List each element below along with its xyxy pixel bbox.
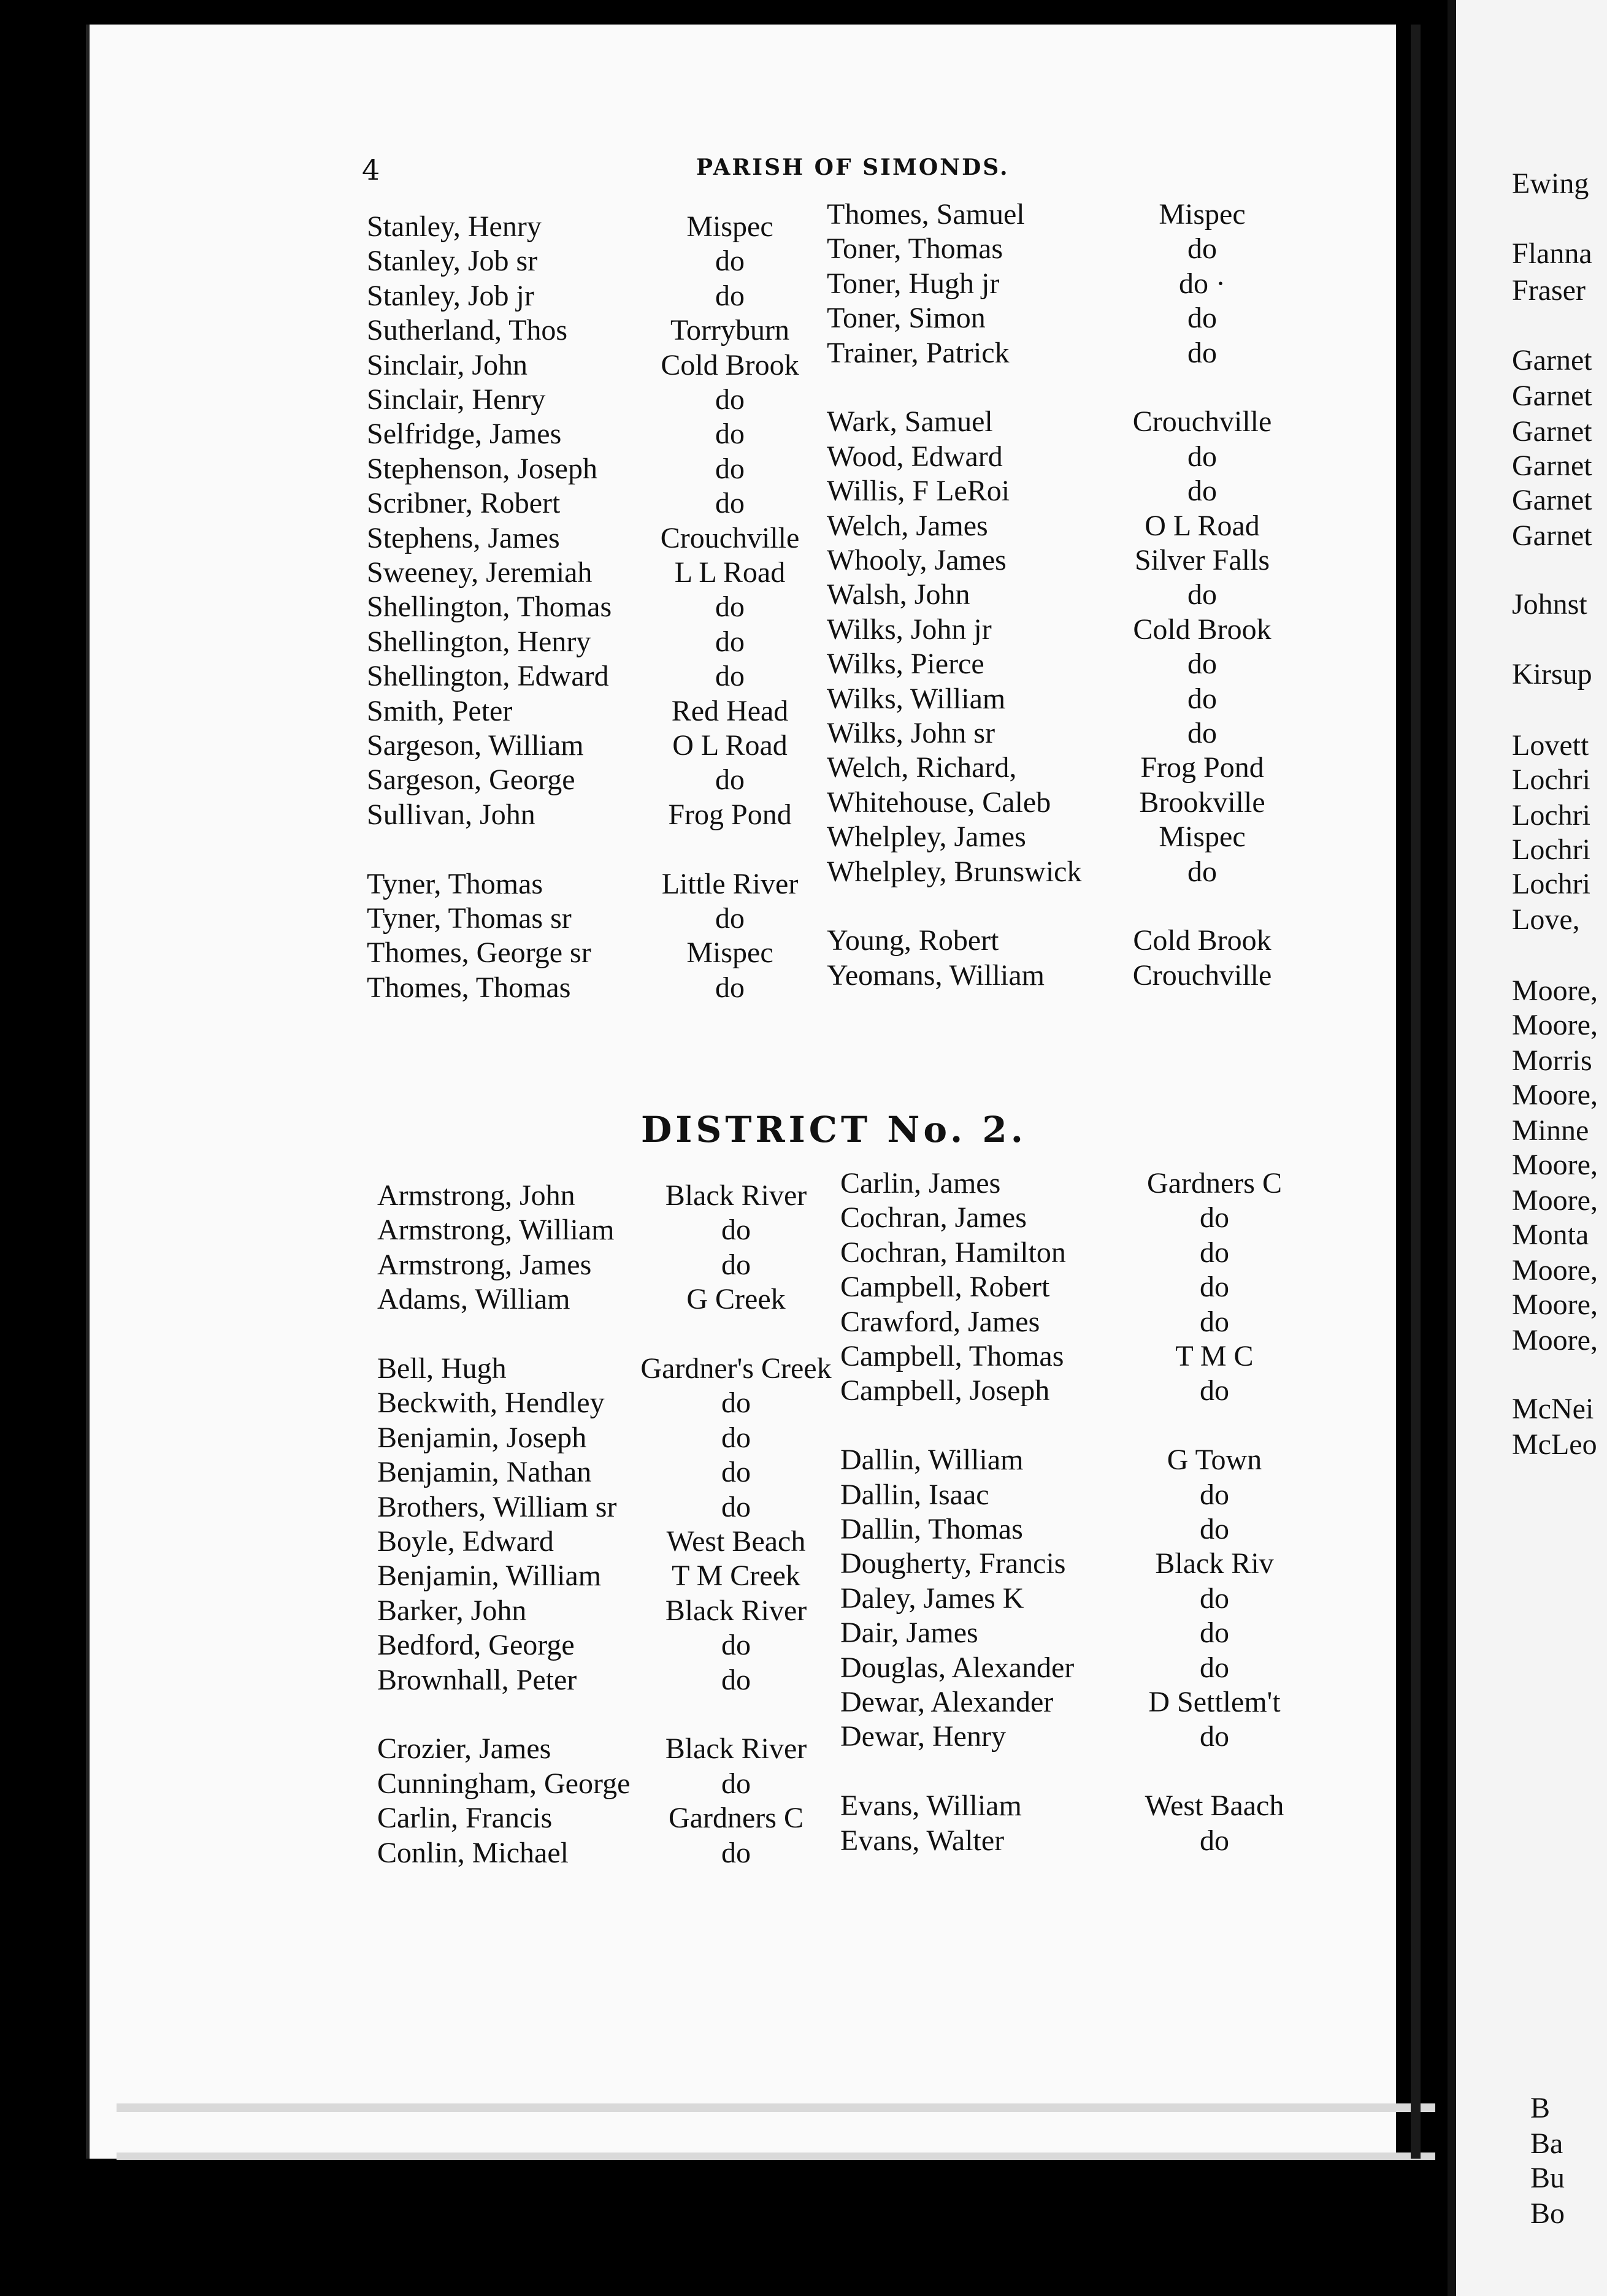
d1-right-entry-name: Whelpley, Brunswick [827,855,1082,888]
d2-left-entry-name: Conlin, Michael [377,1836,569,1869]
adjacent-page-word: Flanna [1512,237,1592,270]
d1-left-entry-locality: do [715,625,745,658]
d1-right-entry-name: Whelpley, James [827,821,1026,854]
d1-right-entry-locality: O L Road [1145,509,1260,542]
d1-right-entry-name: Whitehouse, Caleb [827,786,1051,819]
d1-left-entry-name: Scribner, Robert [367,487,561,520]
d2-left-entry-name: Benjamin, Joseph [377,1421,587,1454]
page-number: 4 [362,153,380,186]
d2-left-entry-name: Brothers, William sr [377,1490,617,1523]
d2-right-entry-name: Campbell, Robert [840,1271,1050,1304]
d2-right-entry-locality: T M C [1175,1340,1254,1372]
d1-right-entry-locality: Mispec [1159,821,1246,854]
d1-left-entry-name: Stanley, Job jr [367,279,534,312]
d2-left-entry-locality: do [721,1248,751,1281]
page-edge-right [1411,25,1421,2159]
d2-left-entry-name: Crozier, James [377,1732,551,1766]
d1-left-entry-name: Stanley, Job sr [367,245,538,278]
d2-right-entry-locality: Black Riv [1155,1547,1274,1580]
d2-right-entry-locality: do [1200,1478,1229,1511]
d2-right-entry-locality: Gardners C [1147,1167,1282,1200]
d1-left-entry-locality: do [715,452,745,485]
d2-left-entry-locality: do [721,1490,751,1523]
d1-right-entry-name: Willis, F LeRoi [827,475,1010,508]
d1-right-entry-name: Wilks, John sr [827,717,995,749]
d1-left-entry-locality: do [715,245,745,278]
adjacent-page-word: Ba [1530,2127,1563,2160]
d2-left-entry-name: Benjamin, William [377,1559,602,1593]
d2-right-entry-locality: D Settlem't [1148,1686,1281,1718]
adjacent-page-word: Garnet [1512,380,1592,412]
d1-left-entry-name: Sargeson, George [367,763,575,797]
d1-right-entry-name: Wilks, Pierce [827,648,984,681]
d2-right-entry-locality: do [1200,1374,1229,1407]
adjacent-page-word: B [1530,2092,1551,2124]
d1-right-entry-name: Thomes, Samuel [827,198,1025,231]
d2-right-entry-locality: do [1200,1824,1229,1857]
d1-right-entry-name: Wood, Edward [827,440,1003,473]
d2-right-entry-name: Campbell, Joseph [840,1374,1050,1407]
adjacent-page-word: Garnet [1512,344,1592,377]
d1-left-entry-name: Sutherland, Thos [367,314,568,347]
d2-right-entry-name: Campbell, Thomas [840,1340,1064,1372]
d1-left-entry-locality: Crouchville [660,521,800,554]
d1-left-entry-name: Thomes, Thomas [367,971,571,1004]
d2-left-entry-locality: do [721,1387,751,1420]
d1-left-entry-locality: Mispec [686,936,773,970]
adjacent-page-word: McNei [1512,1393,1594,1425]
d2-right-entry-locality: do [1200,1271,1229,1304]
d1-left-entry-locality: Little River [661,867,799,900]
d2-left-entry-name: Armstrong, James [377,1248,592,1281]
d2-left-entry-name: Bell, Hugh [377,1352,507,1385]
d2-left-entry-locality: Gardners C [669,1802,804,1835]
d1-left-entry-locality: do [715,487,745,520]
adjacent-page-word: Garnet [1512,484,1592,516]
d2-left-entry-locality: do [721,1767,751,1800]
d1-right-entry-name: Wilks, William [827,682,1006,715]
d2-left-entry-locality: Black River [665,1732,807,1766]
d1-right-entry-locality: Brookville [1139,786,1265,819]
adjacent-page-word: Moore, [1512,1009,1598,1041]
d2-right-entry-locality: do [1200,1617,1229,1650]
d1-left-entry-name: Shellington, Edward [367,660,609,693]
d1-left-entry-locality: do [715,279,745,312]
d2-left-entry-locality: West Beach [666,1525,806,1558]
adjacent-page-word: Moore, [1512,1079,1598,1111]
adjacent-page-word: Love, [1512,903,1580,936]
d2-left-entry-locality: Black River [665,1179,807,1212]
adjacent-page-word: Johnst [1512,588,1587,621]
d2-right-entry-locality: do [1200,1305,1229,1338]
d1-left-entry-locality: Frog Pond [668,798,792,831]
d1-right-entry-name: Wark, Samuel [827,405,993,438]
adjacent-page-word: Bu [1530,2162,1565,2194]
d1-right-entry-locality: do [1187,336,1217,369]
adjacent-page-word: McLeo [1512,1428,1597,1461]
d1-right-entry-name: Wilks, John jr [827,613,992,646]
adjacent-page-word: Moore, [1512,974,1598,1007]
d1-left-entry-name: Shellington, Thomas [367,591,612,624]
adjacent-page-word: Lochri [1512,763,1590,796]
d1-right-entry-locality: do [1187,717,1217,749]
d2-left-entry-name: Armstrong, William [377,1214,615,1247]
d2-right-entry-locality: do [1200,1201,1229,1234]
d2-right-entry-locality: do [1200,1651,1229,1684]
d2-left-entry-locality: Black River [665,1594,807,1627]
d2-right-entry-locality: West Baach [1145,1789,1284,1823]
d1-left-entry-name: Sullivan, John [367,798,535,831]
d1-left-entry-name: Sargeson, William [367,729,584,762]
adjacent-page-word: Kirsup [1512,658,1592,691]
adjacent-page-word: Lovett [1512,729,1589,762]
d2-right-entry-name: Cochran, Hamilton [840,1236,1066,1269]
d2-left-entry-locality: Gardner's Creek [640,1352,832,1385]
adjacent-page-word: Moore, [1512,1254,1598,1287]
d1-left-entry-locality: Mispec [686,210,773,243]
d2-right-entry-name: Evans, William [840,1789,1022,1823]
adjacent-page-word: Bo [1530,2197,1565,2230]
d2-left-entry-name: Cunningham, George [377,1767,631,1800]
adjacent-page-word: Moore, [1512,1149,1598,1181]
d2-left-entry-name: Boyle, Edward [377,1525,554,1558]
adjacent-page-word: Moore, [1512,1184,1598,1217]
page-edge-bottom [117,2103,1435,2112]
d1-left-entry-name: Smith, Peter [367,694,513,727]
d1-right-entry-locality: Mispec [1159,198,1246,231]
d1-left-entry-locality: do [715,763,745,797]
d1-left-entry-name: Thomes, George sr [367,936,591,970]
d1-left-entry-name: Stephens, James [367,521,560,554]
d1-left-entry-name: Stanley, Henry [367,210,542,243]
adjacent-page-word: Garnet [1512,450,1592,482]
adjacent-page-word: Moore, [1512,1288,1598,1321]
d1-right-entry-locality: Cold Brook [1133,924,1271,957]
d1-right-entry-locality: do [1187,302,1217,335]
d1-right-entry-locality: Frog Pond [1140,751,1264,784]
d1-right-entry-name: Yeomans, William [827,959,1045,992]
d2-right-entry-name: Dewar, Henry [840,1720,1006,1753]
d1-right-entry-locality: do [1187,648,1217,681]
d1-right-entry-locality: Cold Brook [1133,613,1271,646]
d1-right-entry-locality: do [1187,232,1217,266]
d1-left-entry-name: Stephenson, Joseph [367,452,597,485]
d2-right-entry-locality: do [1200,1236,1229,1269]
d2-left-entry-name: Armstrong, John [377,1179,575,1212]
d2-left-entry-locality: do [721,1836,751,1869]
d1-right-entry-locality: Crouchville [1132,405,1272,438]
d1-right-entry-locality: Silver Falls [1134,544,1270,576]
d2-right-entry-name: Cochran, James [840,1201,1027,1234]
d1-left-entry-locality: L L Road [674,556,786,589]
d1-left-entry-name: Tyner, Thomas sr [367,902,572,935]
d2-left-entry-name: Beckwith, Hendley [377,1387,605,1420]
d2-left-entry-name: Bedford, George [377,1629,575,1662]
d1-left-entry-locality: Torryburn [670,314,789,347]
adjacent-page-word: Fraser [1512,274,1586,307]
page-title: PARISH OF SIMONDS. [696,155,1010,180]
d1-right-entry-locality: do · [1179,267,1225,300]
d1-right-entry-name: Welch, James [827,509,988,542]
d2-right-entry-name: Dallin, Thomas [840,1513,1023,1545]
d2-left-entry-name: Adams, William [377,1283,570,1316]
d1-right-entry-locality: Crouchville [1132,959,1272,992]
d2-left-entry-locality: G Creek [686,1283,786,1316]
d1-left-entry-locality: do [715,383,745,416]
adjacent-page-word: Garnet [1512,519,1592,552]
d2-left-entry-locality: do [721,1421,751,1454]
d2-right-entry-name: Daley, James K [840,1582,1024,1615]
d2-right-entry-name: Crawford, James [840,1305,1040,1338]
d1-right-entry-locality: do [1187,855,1217,888]
adjacent-page-word: Ewing [1512,167,1589,200]
d1-left-entry-name: Shellington, Henry [367,625,591,658]
d2-right-entry-locality: do [1200,1513,1229,1545]
d1-left-entry-name: Tyner, Thomas [367,867,543,900]
d2-left-entry-locality: T M Creek [672,1559,800,1593]
d1-right-entry-locality: do [1187,440,1217,473]
adjacent-page-word: Lochri [1512,868,1590,900]
d1-left-entry-locality: do [715,902,745,935]
d1-right-entry-locality: do [1187,578,1217,611]
d2-right-entry-name: Dewar, Alexander [840,1686,1054,1718]
d2-left-entry-locality: do [721,1456,751,1489]
d1-right-entry-name: Whooly, James [827,544,1007,576]
d1-left-entry-locality: Red Head [671,694,789,727]
d2-right-entry-locality: G Town [1167,1444,1262,1477]
d1-left-entry-locality: Cold Brook [661,348,799,381]
d1-left-entry-locality: O L Road [672,729,788,762]
adjacent-page-word: Lochri [1512,799,1590,832]
d1-left-entry-locality: do [715,591,745,624]
d2-right-entry-locality: do [1200,1582,1229,1615]
d1-right-entry-name: Trainer, Patrick [827,336,1010,369]
d1-right-entry-locality: do [1187,682,1217,715]
d1-right-entry-name: Young, Robert [827,924,999,957]
d1-right-entry-locality: do [1187,475,1217,508]
d1-right-entry-name: Toner, Thomas [827,232,1003,266]
d2-left-entry-name: Benjamin, Nathan [377,1456,592,1489]
d1-left-entry-locality: do [715,660,745,693]
d2-right-entry-name: Dougherty, Francis [840,1547,1066,1580]
adjacent-page-word: Minne [1512,1114,1589,1147]
d2-right-entry-name: Dallin, Isaac [840,1478,989,1511]
d2-left-entry-name: Barker, John [377,1594,527,1627]
d1-left-entry-name: Selfridge, James [367,418,562,451]
district2-heading: DISTRICT No. 2. [641,1109,1027,1150]
d2-right-entry-locality: do [1200,1720,1229,1753]
d1-right-entry-name: Toner, Hugh jr [827,267,1000,300]
page-edge-bottom-2 [117,2152,1435,2160]
d2-left-entry-locality: do [721,1629,751,1662]
d2-left-entry-locality: do [721,1214,751,1247]
d2-right-entry-name: Carlin, James [840,1167,1001,1200]
d1-right-entry-name: Toner, Simon [827,302,986,335]
d2-left-entry-locality: do [721,1663,751,1696]
d2-right-entry-name: Dallin, William [840,1444,1024,1477]
d2-right-entry-name: Dair, James [840,1617,978,1650]
d1-right-entry-name: Walsh, John [827,578,970,611]
d1-left-entry-locality: do [715,418,745,451]
d1-left-entry-name: Sinclair, John [367,348,528,381]
adjacent-page-word: Moore, [1512,1324,1598,1357]
d1-left-entry-locality: do [715,971,745,1004]
adjacent-page-word: Monta [1512,1219,1589,1251]
adjacent-page-word: Garnet [1512,415,1592,448]
d1-right-entry-name: Welch, Richard, [827,751,1017,784]
adjacent-page-word: Morris [1512,1044,1592,1077]
d2-right-entry-name: Evans, Walter [840,1824,1005,1857]
d2-right-entry-name: Douglas, Alexander [840,1651,1075,1684]
d2-left-entry-name: Brownhall, Peter [377,1663,577,1696]
adjacent-page-word: Lochri [1512,833,1590,866]
d1-left-entry-name: Sweeney, Jeremiah [367,556,593,589]
d1-left-entry-name: Sinclair, Henry [367,383,546,416]
d2-left-entry-name: Carlin, Francis [377,1802,553,1835]
